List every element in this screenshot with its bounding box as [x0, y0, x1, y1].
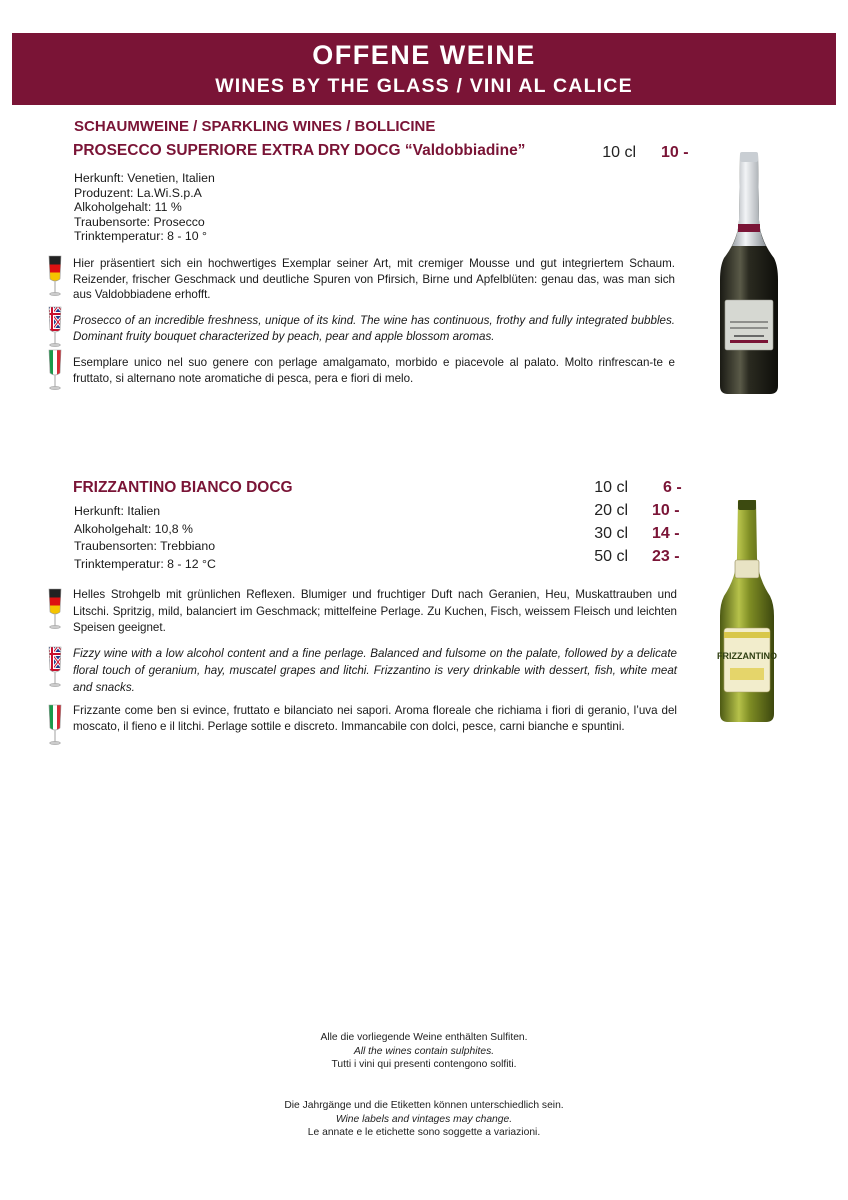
sulfites-note-de: Alle die vorliegende Weine enthälten Sulfiten.: [320, 1032, 528, 1043]
page-title: OFFENE WEINE: [312, 40, 536, 70]
sulfites-note: [0, 1031, 848, 1072]
header-banner: [12, 33, 836, 105]
price-size: 10 cl: [594, 479, 628, 496]
price-size: 30 cl: [594, 525, 628, 542]
vintage-note-en: Wine labels and vintages may change.: [335, 1113, 513, 1125]
spec-grape: Traubensorten: Trebbiano: [74, 539, 216, 553]
price-value: 6 -: [663, 479, 682, 496]
spec-grape: Traubensorte: Prosecco: [74, 214, 205, 229]
wine-name: FRIZZANTINO BIANCO DOCG: [73, 479, 293, 496]
italian-flag-glass-icon: [46, 704, 64, 746]
italian-flag-glass-icon: [46, 349, 64, 391]
sulfites-note-en: All the wines contain sulphites.: [353, 1045, 495, 1057]
category-heading: SCHAUMWEINE / SPARKLING WINES / BOLLICINE: [74, 118, 436, 135]
spec-alcohol: Alkoholgehalt: 11 %: [74, 200, 182, 214]
description-english: Fizzy wine with a low alcohol content and a fine perlage. Balanced and fulsome on the palate, followed by a delicate floral touch of geranium, hay, muscatel grapes and litchi. Frizzantino is very drinkable with dessert, fish, white meat and snacks.: [73, 647, 677, 694]
spec-producer: Produzent: La.Wi.S.p.A: [74, 185, 202, 200]
description-italian: Frizzante come ben si evince, fruttato e bilanciato nei sapori. Aroma floreale che richiama i fiori di geranio, l’uva del moscato, il fieno e il litchi. Perlage sottile e discreto. Immancabile con dolci, pesce, carni bianche e spuntini.: [73, 704, 677, 733]
wine-specs: [74, 503, 216, 573]
price-size: 10 cl: [602, 144, 636, 161]
spec-temperature: Trinktemperatur: 8 - 10 °: [74, 229, 207, 243]
frizzantino-bottle-image: [716, 498, 778, 724]
price-value: 14 -: [652, 525, 680, 542]
spec-temperature: Trinktemperatur: 8 - 12 °C: [74, 556, 216, 571]
vintage-note: [0, 1099, 848, 1140]
vintage-note-de: Die Jahrgänge und die Etiketten können unterschiedlich sein.: [284, 1100, 564, 1111]
description-english: Prosecco of an incredible freshness, unique of its kind. The wine has continuous, frothy and fully integrated bubbles. Dominant fruity bouquet characterized by peach, pear and apple blossom aromas.: [73, 314, 675, 343]
price-value: 23 -: [652, 548, 680, 565]
description-italian: Esemplare unico nel suo genere con perlage amalgamato, morbido e piacevole al palato. Molto rinfrescan-te e fruttato, si alternano note aromatiche di pesca, pera e fiori di melo.: [73, 356, 675, 385]
sulfites-note-it: Tutti i vini qui presenti contengono solfiti.: [331, 1059, 517, 1070]
wine-specs: [74, 171, 215, 244]
price-value: 10 -: [661, 144, 689, 161]
spec-alcohol: Alkoholgehalt: 10,8 %: [74, 521, 193, 536]
spec-origin: Herkunft: Italien: [74, 504, 161, 518]
prosecco-bottle-image: [716, 150, 782, 396]
spec-origin: Herkunft: Venetien, Italien: [74, 171, 215, 185]
description-german: Hier präsentiert sich ein hochwertiges Exemplar seiner Art, mit cremiger Mousse und gut integriertem Schaum. Reizender, frischer Geschmack und deutliche Spuren von Pfirsich, Birne und Apfelblüten: genau das, was man sich aus Valdobbiadene erhofft.: [73, 257, 675, 301]
price-size: 50 cl: [594, 548, 628, 565]
uk-flag-glass-icon: [46, 306, 64, 348]
description-german: Helles Strohgelb mit grünlichen Reflexen. Blumiger und fruchtiger Duft nach Geranien, Heu, Muskattrauben und Litschi. Spritzig, mild, balanciert im Geschmack; mittelfeine Perlage. Zu Kuchen, Fisch, weissem Fleisch und leichten Speisen geeignet.: [73, 588, 677, 634]
price-size: 20 cl: [594, 502, 628, 519]
german-flag-glass-icon: [46, 588, 64, 630]
bottle-label-text: FRIZZANTINO: [717, 651, 777, 661]
uk-flag-glass-icon: [46, 646, 64, 688]
page-subtitle: WINES BY THE GLASS / VINI AL CALICE: [215, 75, 633, 97]
vintage-note-it: Le annate e le etichette sono soggette a variazioni.: [307, 1127, 541, 1138]
price-value: 10 -: [652, 502, 680, 519]
wine-name: PROSECCO SUPERIORE EXTRA DRY DOCG “Valdobbiadine”: [73, 142, 526, 159]
german-flag-glass-icon: [46, 255, 64, 297]
